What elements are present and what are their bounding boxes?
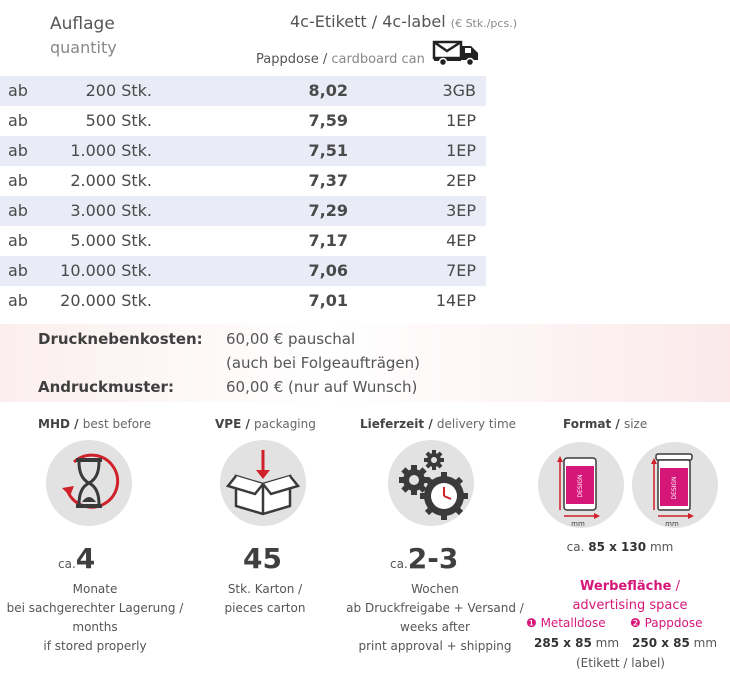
delivery-number: 2-3 — [407, 542, 459, 575]
delivery-title — [360, 417, 516, 431]
row-quantity: 20.000 Stk. — [60, 291, 152, 310]
row-prefix: ab — [8, 111, 28, 130]
metal-can-unit: mm — [571, 520, 585, 528]
vpe-title-en: packaging — [254, 417, 316, 431]
table-row — [0, 136, 486, 166]
mhd-line-2: bei sachgerechter Lagerung / — [6, 601, 184, 615]
label-header-en: 4c-label — [382, 12, 446, 31]
container-header — [256, 52, 425, 67]
row-code: 3GB — [442, 81, 476, 100]
container-header-de: Pappdose / — [256, 52, 328, 67]
format-size-value: 85 x 130 — [588, 540, 647, 554]
table-row — [0, 196, 486, 226]
option-cardboard-can: ❷ Pappdose — [630, 616, 703, 630]
row-code: 7EP — [446, 261, 476, 280]
row-prefix: ab — [8, 231, 28, 250]
row-code: 2EP — [446, 171, 476, 190]
row-prefix: ab — [8, 201, 28, 220]
table-row — [0, 106, 486, 136]
row-prefix: ab — [8, 141, 28, 160]
delivery-value — [390, 542, 458, 575]
row-quantity: 2.000 Stk. — [70, 171, 152, 190]
vpe-value: 45 — [243, 542, 282, 575]
option-footnote: (Etikett / label) — [576, 656, 665, 670]
advertising-space-slash: / — [675, 579, 680, 594]
row-price: 7,01 — [308, 291, 348, 310]
proof-label: Andruckmuster: — [38, 378, 174, 396]
format-title-en: size — [623, 417, 648, 431]
print-costs-value: 60,00 € pauschal — [226, 330, 356, 348]
advertising-space-en: advertising space — [572, 598, 688, 613]
row-quantity: 3.000 Stk. — [70, 201, 152, 220]
extra-costs-panel — [0, 324, 730, 402]
format-title-de: Format / — [563, 417, 620, 431]
row-quantity: 10.000 Stk. — [60, 261, 152, 280]
vpe-title-de: VPE / — [215, 417, 250, 431]
mhd-prefix: ca. — [58, 557, 76, 571]
mhd-title-en: best before — [82, 417, 152, 431]
advertising-space-de: Werbefläche — [580, 579, 672, 594]
mhd-value — [58, 542, 95, 575]
row-code: 1EP — [446, 141, 476, 160]
vpe-line-2: pieces carton — [224, 601, 306, 615]
cardboard-can-design-label: DESIGN — [671, 476, 678, 500]
mhd-line-1: Monate — [72, 582, 118, 596]
format-size-unit: mm — [649, 540, 674, 554]
mhd-number: 4 — [75, 542, 96, 575]
option-cardboard-size-unit: mm — [693, 636, 718, 650]
table-row — [0, 256, 486, 286]
cardboard-can-icon — [632, 442, 718, 528]
delivery-prefix: ca. — [390, 557, 408, 571]
row-price: 7,37 — [308, 171, 348, 190]
print-costs-note: (auch bei Folgeaufträgen) — [226, 354, 421, 372]
format-size-prefix: ca. — [566, 540, 585, 554]
label-header — [290, 12, 517, 31]
delivery-line-1: Wochen — [411, 582, 459, 596]
label-unit: (€ Stk./pcs.) — [450, 17, 517, 30]
row-prefix: ab — [8, 171, 28, 190]
delivery-title-en: delivery time — [436, 417, 517, 431]
vpe-title — [215, 417, 316, 431]
delivery-line-2: ab Druckfreigabe + Versand / — [346, 601, 524, 615]
metal-can-icon — [538, 442, 624, 528]
row-prefix: ab — [8, 81, 28, 100]
truck-mail-icon — [432, 38, 482, 70]
row-price: 7,06 — [308, 261, 348, 280]
format-title — [563, 417, 647, 431]
row-quantity: 200 Stk. — [85, 81, 152, 100]
mhd-line-3: months — [72, 620, 118, 634]
row-quantity: 1.000 Stk. — [70, 141, 152, 160]
option-cardboard-size-value: 250 x 85 — [632, 636, 690, 650]
mhd-title — [38, 417, 151, 431]
print-costs-label: Drucknebenkosten: — [38, 330, 203, 348]
row-price: 7,51 — [308, 141, 348, 160]
row-code: 1EP — [446, 111, 476, 130]
row-quantity: 500 Stk. — [85, 111, 152, 130]
hourglass-icon — [46, 440, 132, 526]
box-icon — [220, 440, 306, 526]
mhd-description — [0, 580, 190, 656]
gears-clock-icon — [388, 440, 474, 526]
table-row — [0, 76, 486, 106]
vpe-line-1: Stk. Karton / — [227, 582, 303, 596]
proof-value: 60,00 € (nur auf Wunsch) — [226, 378, 418, 396]
quantity-header-de: Auflage — [50, 14, 115, 34]
row-prefix: ab — [8, 291, 28, 310]
mhd-line-4: if stored properly — [43, 639, 147, 653]
vpe-description — [180, 580, 350, 618]
delivery-line-3: weeks after — [400, 620, 470, 634]
row-price: 7,29 — [308, 201, 348, 220]
option-metal-size-unit: mm — [595, 636, 620, 650]
option-cardboard-size — [632, 636, 717, 650]
row-code: 4EP — [446, 231, 476, 250]
container-header-en: cardboard can — [331, 52, 425, 67]
table-row — [0, 226, 486, 256]
row-price: 7,17 — [308, 231, 348, 250]
format-size — [530, 540, 710, 554]
advertising-space — [560, 577, 700, 615]
label-header-de: 4c-Etikett / — [290, 12, 378, 31]
cardboard-can-unit: mm — [665, 520, 679, 528]
row-price: 7,59 — [308, 111, 348, 130]
option-metal-size — [534, 636, 619, 650]
option-metal-size-value: 285 x 85 — [534, 636, 592, 650]
quantity-header-en: quantity — [50, 38, 117, 57]
option-metal-can: ❶ Metalldose — [526, 616, 606, 630]
delivery-title-de: Lieferzeit / — [360, 417, 433, 431]
row-prefix: ab — [8, 261, 28, 280]
delivery-description — [345, 580, 525, 656]
metal-can-design-label: DESIGN — [577, 474, 584, 498]
row-code: 14EP — [435, 291, 476, 310]
table-row — [0, 286, 486, 316]
delivery-line-4: print approval + shipping — [358, 639, 512, 653]
quantity-header — [50, 12, 117, 60]
row-code: 3EP — [446, 201, 476, 220]
mhd-title-de: MHD / — [38, 417, 79, 431]
table-row — [0, 166, 486, 196]
row-quantity: 5.000 Stk. — [70, 231, 152, 250]
row-price: 8,02 — [308, 81, 348, 100]
